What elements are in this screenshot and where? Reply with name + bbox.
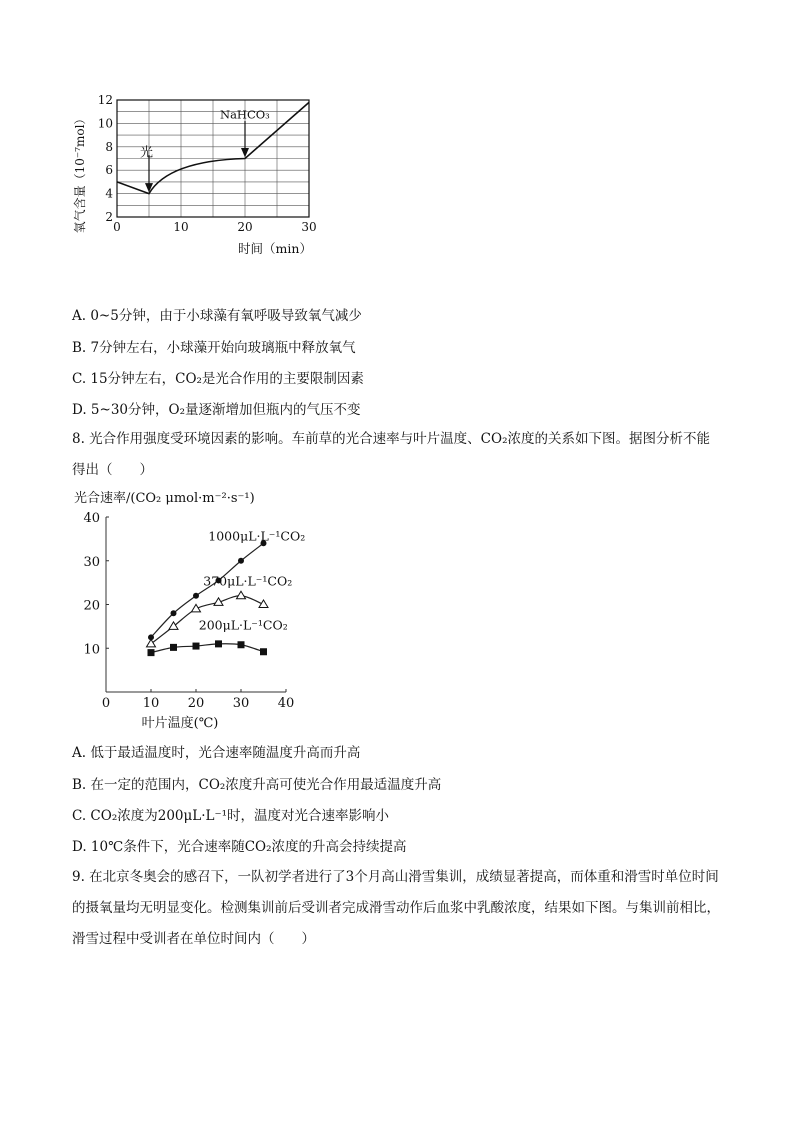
y-tick-label: 10 bbox=[97, 116, 113, 131]
q8-option-b: B. 在一定的范围内，CO₂浓度升高可使光合作用最适温度升高 bbox=[72, 777, 442, 793]
series-label: 1000μL·L⁻¹CO₂ bbox=[208, 528, 306, 544]
y-tick-label: 4 bbox=[105, 186, 113, 201]
square-marker bbox=[148, 649, 155, 656]
y-tick-label: 2 bbox=[105, 210, 113, 224]
q8-option-d: D. 10℃条件下，光合速率随CO₂浓度的升高会持续提高 bbox=[72, 839, 407, 855]
series-labels bbox=[199, 529, 305, 633]
y-tick-label: 20 bbox=[83, 598, 100, 614]
x-tick-label: 10 bbox=[142, 696, 160, 711]
x-tick-label: 10 bbox=[173, 220, 189, 234]
square-marker bbox=[238, 641, 245, 648]
light-label: 光 bbox=[140, 145, 154, 161]
q7-option-a: A. 0~5分钟，由于小球藻有氧呼吸导致氧气减少 bbox=[72, 308, 362, 324]
q7-option-d: D. 5~30分钟，O₂量逐渐增加但瓶内的气压不变 bbox=[72, 402, 361, 418]
annotations bbox=[140, 108, 270, 193]
q8-option-c: C. CO₂浓度为200μL·L⁻¹时，温度对光合速率影响小 bbox=[72, 808, 390, 824]
circle-marker bbox=[171, 610, 177, 616]
series-line bbox=[151, 644, 264, 653]
q7-option-c: C. 15分钟左右，CO₂是光合作用的主要限制因素 bbox=[72, 371, 364, 387]
square-marker bbox=[215, 640, 222, 647]
x-tick-label: 20 bbox=[237, 220, 253, 234]
square-marker bbox=[193, 643, 200, 650]
square-marker bbox=[260, 648, 267, 655]
series-label: 200μL·L⁻¹CO₂ bbox=[198, 617, 288, 633]
y-tick-label: 8 bbox=[105, 139, 113, 154]
x-axis-label: 叶片温度(℃) bbox=[141, 716, 219, 731]
triangle-marker bbox=[259, 600, 268, 608]
y-tick-labels bbox=[98, 93, 114, 224]
x-tick-label: 0 bbox=[101, 696, 111, 711]
circle-marker bbox=[238, 558, 244, 564]
q7-option-b: B. 7分钟左右，小球藻开始向玻璃瓶中释放氧气 bbox=[72, 340, 356, 356]
data-lines bbox=[151, 543, 264, 652]
q9-stem: 9. 在北京冬奥会的感召下，一队初学者进行了3个月高山滑雪集训，成绩显著提高，而体重和滑雪时单位时间的摄氧量均无明显变化。检测集训前后受训者完成滑雪动作后血浆中乳酸浓度，结果如下图。与集训前相比，滑雪过程中受训者在单位时间内（ ） bbox=[72, 869, 720, 947]
x-tick-labels bbox=[113, 220, 316, 234]
x-tick-label: 40 bbox=[277, 696, 295, 711]
q8-stem: 8. 光合作用强度受环境因素的影响。车前草的光合速率与叶片温度、CO₂浓度的关系如下图。据图分析不能得出（ ） bbox=[72, 431, 710, 478]
nahco3-label: NaHCO₃ bbox=[220, 107, 270, 122]
x-tick-labels bbox=[102, 696, 294, 711]
light-arrow-head bbox=[145, 183, 153, 192]
y-tick-labels bbox=[83, 511, 100, 657]
photosynthesis-chart bbox=[70, 485, 330, 735]
chart-title: 光合速率/(CO₂ μmol·m⁻²·s⁻¹) bbox=[74, 491, 255, 506]
y-axis-label: 氧气含量（10⁻⁷mol） bbox=[73, 112, 87, 234]
x-axis-label: 时间（min） bbox=[238, 241, 312, 256]
x-tick-label: 0 bbox=[113, 220, 121, 234]
y-tick-label: 30 bbox=[83, 554, 100, 570]
y-tick-label: 6 bbox=[105, 163, 113, 178]
triangle-marker bbox=[169, 622, 178, 630]
triangle-marker bbox=[192, 604, 201, 612]
circle-marker bbox=[193, 593, 199, 599]
y-tick-label: 12 bbox=[97, 93, 113, 107]
x-tick-label: 30 bbox=[232, 696, 250, 711]
q8-option-a: A. 低于最适温度时，光合速率随温度升高而升高 bbox=[72, 745, 361, 761]
y-tick-label: 10 bbox=[83, 642, 100, 658]
square-marker bbox=[170, 644, 177, 651]
oxygen-chart bbox=[70, 85, 330, 260]
triangle-marker bbox=[147, 639, 156, 647]
x-tick-label: 20 bbox=[187, 696, 205, 711]
triangle-marker bbox=[237, 591, 246, 599]
x-tick-label: 30 bbox=[301, 220, 317, 234]
y-tick-label: 40 bbox=[83, 511, 100, 526]
series-label: 370μL·L⁻¹CO₂ bbox=[203, 573, 293, 589]
